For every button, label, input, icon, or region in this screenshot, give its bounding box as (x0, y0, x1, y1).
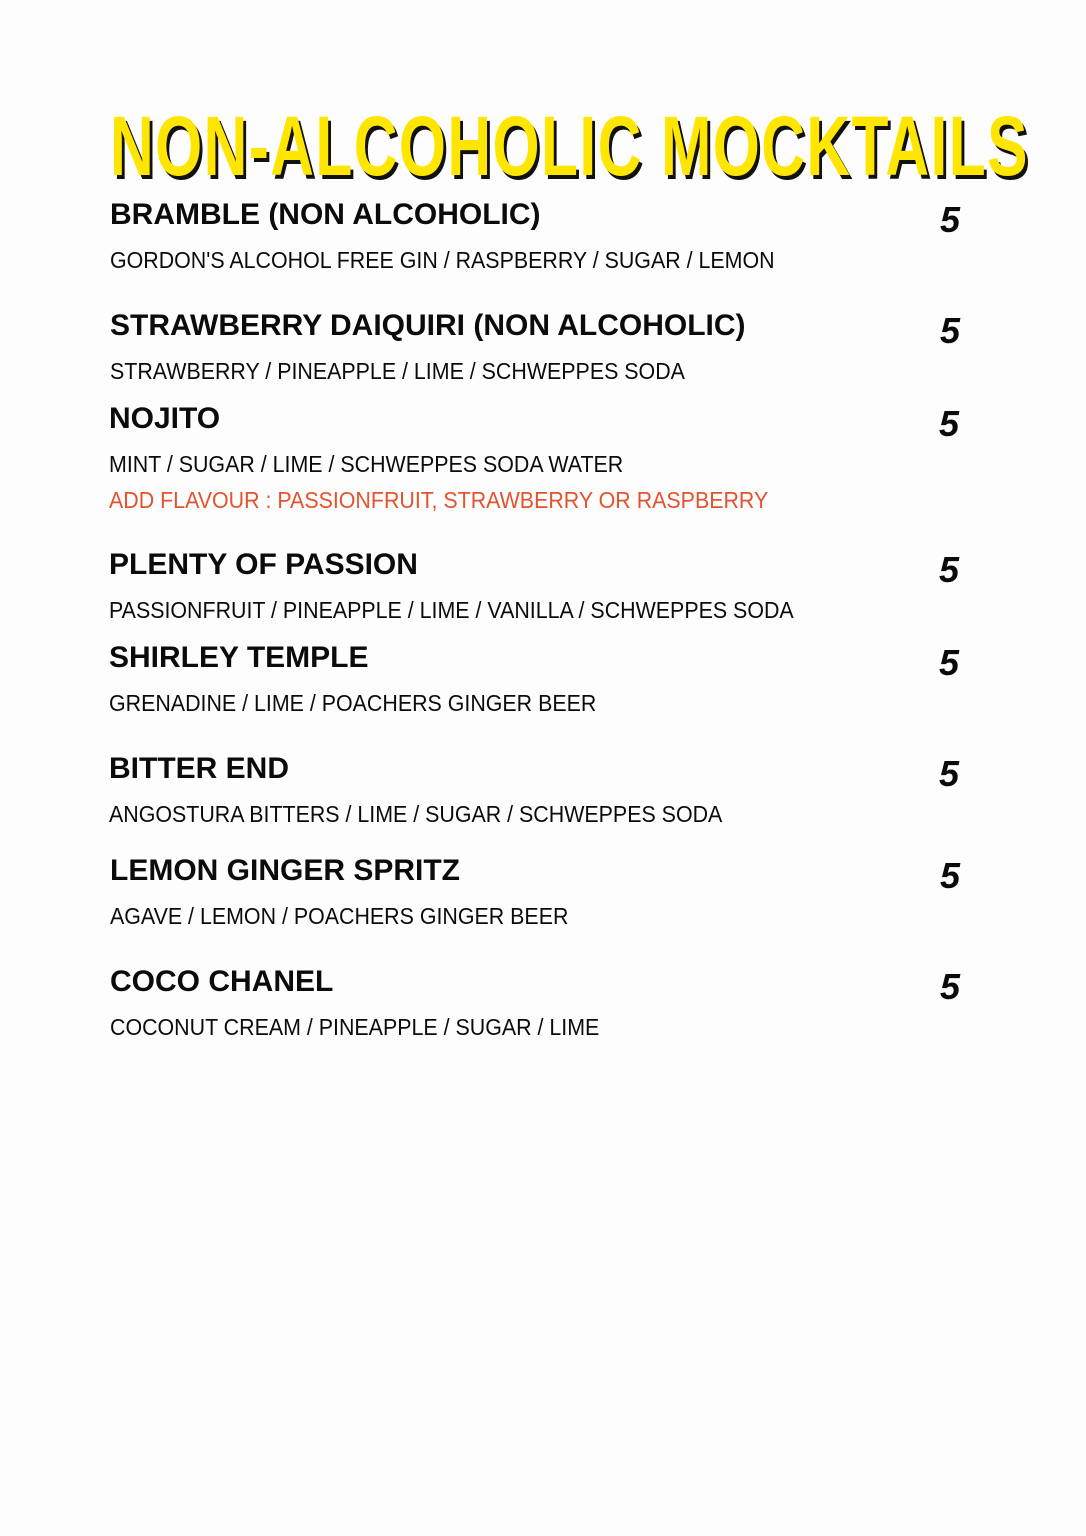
item-price: 5 (939, 403, 960, 444)
item-description: STRAWBERRY / PINEAPPLE / LIME / SCHWEPPES SODA (110, 358, 685, 384)
item-name: BRAMBLE (NON ALCOHOLIC) (110, 198, 541, 231)
item-description: MINT / SUGAR / LIME / SCHWEPPES SODA WATER (109, 451, 624, 477)
item-name: SHIRLEY TEMPLE (109, 641, 369, 674)
item-name: NOJITO (109, 402, 221, 435)
item-price: 5 (940, 855, 961, 896)
item-description: GORDON'S ALCOHOL FREE GIN / RASPBERRY / SUGAR / LEMON (110, 247, 775, 273)
item-price: 5 (940, 966, 961, 1007)
item-name: COCO CHANEL (110, 965, 334, 998)
menu-item (109, 643, 979, 723)
item-name: STRAWBERRY DAIQUIRI (NON ALCOHOLIC) (110, 309, 746, 342)
item-description: COCONUT CREAM / PINEAPPLE / SUGAR / LIME (110, 1014, 600, 1040)
menu-item (109, 754, 979, 834)
item-description: GRENADINE / LIME / POACHERS GINGER BEER (109, 690, 597, 716)
menu-item (109, 550, 979, 630)
page-title: NON-ALCOHOLIC MOCKTAILS (110, 99, 1029, 193)
item-price: 5 (939, 753, 960, 794)
item-price: 5 (940, 199, 961, 240)
menu-item (110, 856, 980, 936)
menu-item (110, 200, 980, 280)
item-description: ANGOSTURA BITTERS / LIME / SUGAR / SCHWEPPES SODA (109, 801, 723, 827)
item-name: PLENTY OF PASSION (109, 548, 418, 581)
menu-item (110, 311, 980, 391)
item-price: 5 (939, 642, 960, 683)
item-name: BITTER END (109, 752, 289, 785)
item-price: 5 (939, 549, 960, 590)
item-name: LEMON GINGER SPRITZ (110, 854, 461, 887)
item-price: 5 (940, 310, 961, 351)
menu-item (110, 967, 980, 1047)
item-description: PASSIONFRUIT / PINEAPPLE / LIME / VANILLA / SCHWEPPES SODA (109, 597, 794, 623)
item-add-flavour-note: ADD FLAVOUR : PASSIONFRUIT, STRAWBERRY OR RASPBERRY (109, 487, 769, 513)
item-description: AGAVE / LEMON / POACHERS GINGER BEER (110, 903, 569, 929)
menu-item (109, 402, 979, 513)
